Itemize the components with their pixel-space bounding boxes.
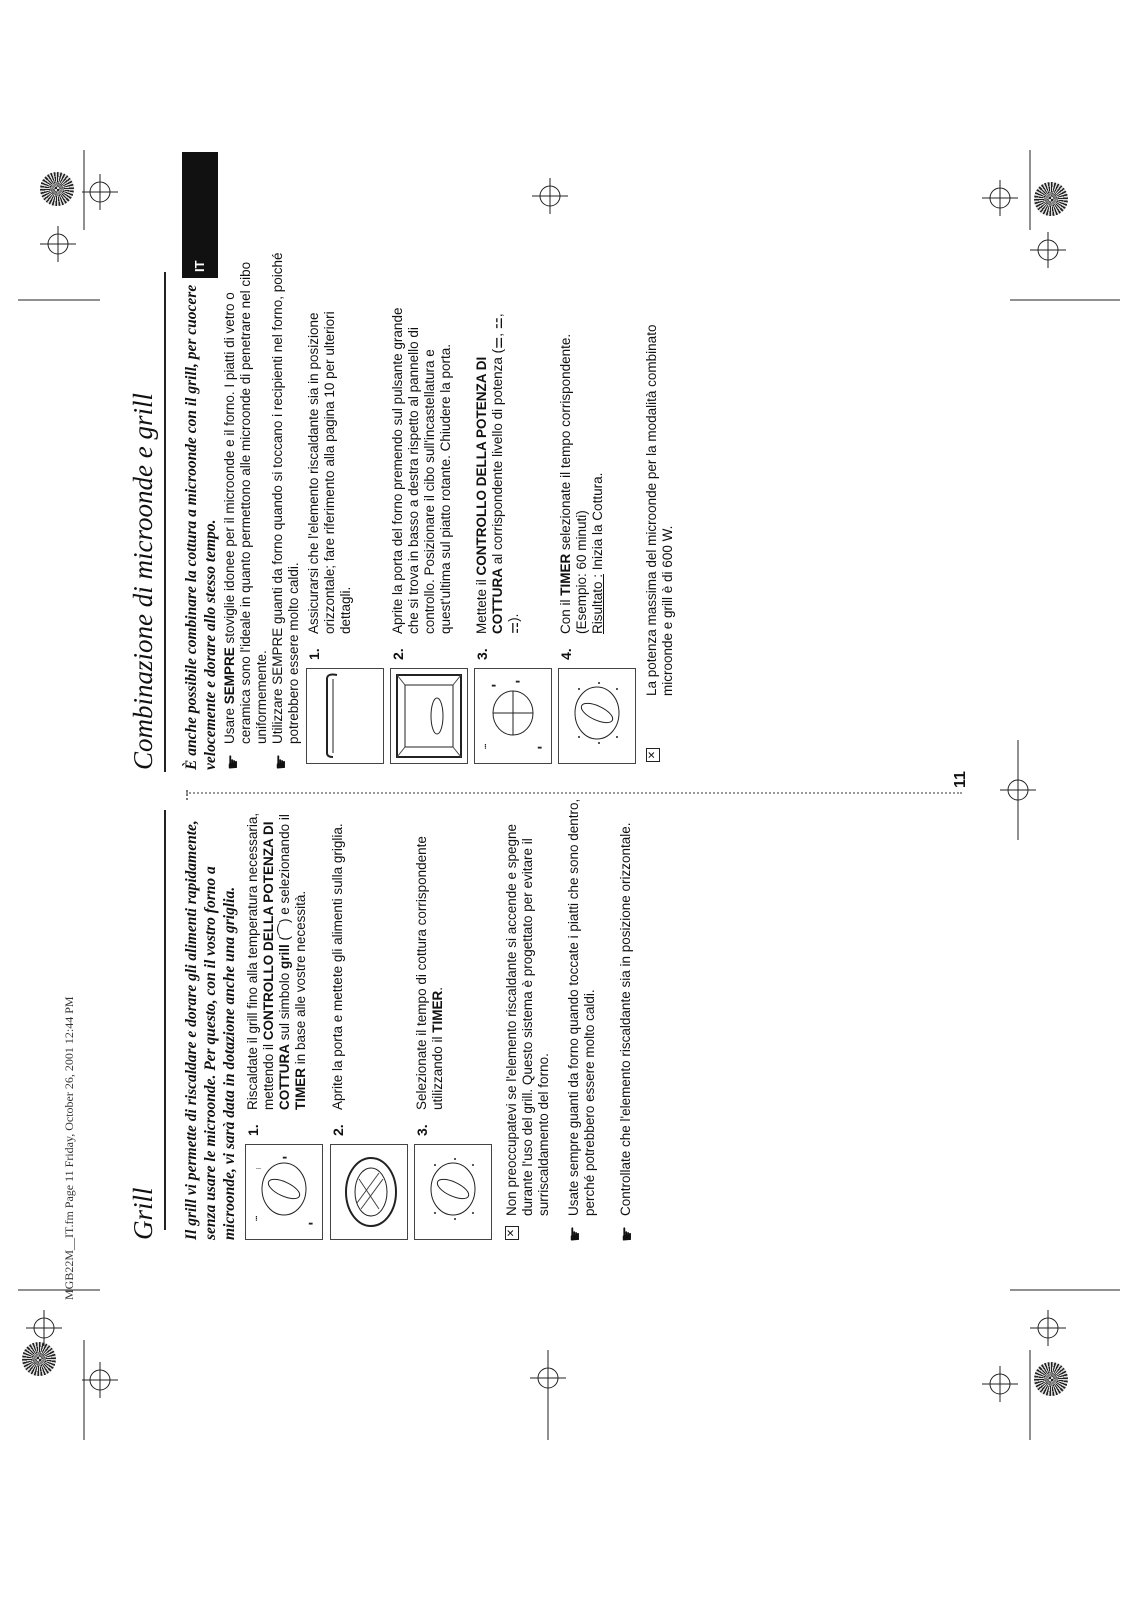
grill-hint1: Usate sempre guanti da forno quando toccate i piatti che sono dentro, perché potrebbero essere molto caldi.	[566, 798, 597, 1216]
grill-step2-rack-image	[330, 1144, 408, 1240]
combo-step2-oven-image	[390, 668, 468, 764]
grill-title-rule	[164, 810, 166, 1230]
svg-text:|: |	[256, 1167, 262, 1169]
file-header: MGB22M__IT.fm Page 11 Friday, October 26, 2001 12:44 PM	[62, 996, 76, 1300]
power-dial-icon	[246, 1145, 322, 1239]
grill-intro: Il grill vi permette di riscaldare e dorare gli alimenti rapidamente, senza usare le microonde. Per questo, con il vostro forno a microonde, vi sarà data in dotazione anche una griglia.	[183, 820, 238, 1240]
pointing-hand-icon: ☛	[565, 1225, 585, 1242]
combo-intro: È anche possibile combinare la cottura a microonde con il grill, per cuocere velocemente e dorare allo stesso tempo.	[183, 284, 219, 770]
grill-rack-icon	[331, 1145, 407, 1239]
svg-text:▮: ▮	[282, 1156, 288, 1159]
pointing-hand-icon: ☛	[271, 753, 291, 770]
grill-step1-number: 1.	[245, 1124, 261, 1136]
combo-step2-number: 2.	[390, 648, 406, 660]
combo-note1: La potenza massima del microonde per la modalità combinato microonde e grill è di 600 W.	[644, 324, 675, 696]
oven-interior-icon	[391, 669, 467, 763]
combo-step3-text: Mettete il CONTROLLO DELLA POTENZA DI COTTURA al corrispondente livello di potenza (⚌, ⚍, ⚎).	[474, 313, 521, 634]
grill-step3-text: Selezionate il tempo di cottura corrispondente utilizzando il TIMER.	[414, 836, 445, 1110]
combo-step4-text: Con il TIMER selezionate il tempo corrispondente. (Esempio: 60 minuti) Risultato : Inizia la Cottura.	[558, 333, 605, 634]
combo-step1-number: 1.	[306, 648, 322, 660]
combo-step4-number: 4.	[558, 648, 574, 660]
combo-step1-element-image	[306, 668, 384, 764]
grill-title: Grill	[128, 1187, 158, 1240]
svg-text:▮: ▮	[537, 746, 543, 749]
grill-note1: Non preoccupatevi se l'elemento riscaldante si accende e spegne durante l'uso del grill. Questo sistema è progettato per evitare il surriscaldamento del forno.	[504, 823, 551, 1216]
power-dial-icon	[475, 669, 551, 763]
svg-text:▮: ▮	[308, 1222, 314, 1225]
grill-step2-text: Aprite la porta e mettete gli alimenti sulla griglia.	[330, 823, 345, 1110]
combo-title-rule	[164, 272, 166, 772]
combo-step3-dial-image	[474, 668, 552, 764]
svg-text:▪▪▪: ▪▪▪	[254, 1215, 260, 1221]
combo-step1-text: Assicurarsi che l'elemento riscaldante sia in posizione orizzontale; fare riferimento alla pagina 10 per ulteriori dettagli.	[306, 311, 353, 634]
grill-step3-number: 3.	[414, 1124, 430, 1136]
svg-text:▮: ▮	[491, 684, 497, 687]
grill-hint2: Controllate che l'elemento riscaldante sia in posizione orizzontale.	[618, 822, 633, 1216]
svg-text:▮: ▮	[515, 680, 521, 683]
language-tab: IT	[182, 152, 218, 278]
heating-element-icon	[307, 669, 383, 763]
divider-line	[186, 792, 962, 794]
svg-text:▪▪▪: ▪▪▪	[483, 743, 489, 749]
grill-step3-timer-image	[414, 1144, 492, 1240]
grill-step1-text: Riscaldate il grill fino alla temperatura necessaria, mettendo il CONTROLLO DELLA POTENZA DI COTTURA sul simbolo grill (⏜) e selezionando il TIMER in base alle vostre necessità.	[245, 812, 308, 1110]
pointing-hand-icon: ☛	[617, 1225, 637, 1242]
note-icon: ✕	[505, 1226, 519, 1240]
combo-hint2: Utilizzare SEMPRE guanti da forno quando si toccano i recipienti nel forno, poiché potrebbero essere molto caldi.	[270, 252, 301, 744]
combo-step3-number: 3.	[474, 648, 490, 660]
grill-step1-dial-image	[245, 1144, 323, 1240]
page-number: 11	[952, 771, 969, 788]
timer-dial-icon	[559, 669, 635, 763]
combo-hint1: Usare SEMPRE stoviglie idonee per il microonde e il forno. I piatti di vetro o ceramica sono l'ideale in quanto permettono alle microonde di penetrare nel cibo uniformemente.	[222, 261, 269, 744]
combo-title: Combinazione di microonde e grill	[128, 393, 158, 770]
grill-step2-number: 2.	[330, 1124, 346, 1136]
combo-step2-text: Aprite la porta del forno premendo sul pulsante grande che si trova in basso a destra rispetto al pannello di controllo. Posizionare il cibo sull'incastellatura e quest'ultima sul piatto rotante. Chiudere la porta.	[390, 307, 453, 634]
combo-step4-timer-image	[558, 668, 636, 764]
timer-dial-icon	[415, 1145, 491, 1239]
note-icon: ✕	[646, 748, 660, 762]
pointing-hand-icon: ☛	[223, 753, 243, 770]
